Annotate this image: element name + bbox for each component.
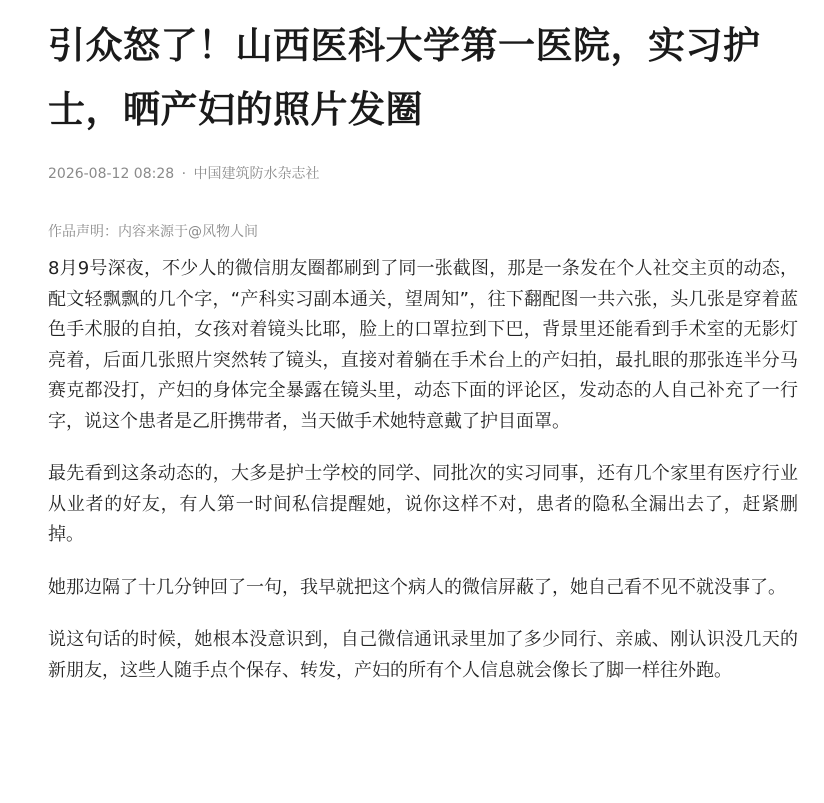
- body-paragraph: 8月9号深夜，不少人的微信朋友圈都刷到了同一张截图，那是一条发在个人社交主页的动态，配文轻飘飘的几个字，“产科实习副本通关，望周知”，往下翻配图一共六张，头几张是穿着蓝色手术服的自拍，女孩对着镜头比耶，脸上的口罩拉到下巴，背景里还能看到手术室的无影灯亮着，后面几张照片突然转了镜头，直接对着躺在手术台上的产妇拍，最扎眼的那张连半分马赛克都没打，产妇的身体完全暴露在镜头里，动态下面的评论区，发动态的人自己补充了一行字，说这个患者是乙肝携带者，当天做手术她特意戴了护目面罩。: [48, 258, 798, 432]
- work-statement: [48, 222, 798, 242]
- body-paragraph: 她那边隔了十几分钟回了一句，我早就把这个病人的微信屏蔽了，她自己看不见不就没事了。: [48, 576, 786, 598]
- article-meta: [48, 164, 798, 184]
- publisher-name[interactable]: 中国建筑防水杂志社: [193, 166, 320, 182]
- body-paragraph: 说这句话的时候，她根本没意识到，自己微信通讯录里加了多少同行、亲戚、刚认识没几天的新朋友，这些人随手点个保存、转发，产妇的所有个人信息就会像长了脚一样往外跑。: [48, 629, 798, 681]
- body-paragraph: 最先看到这条动态的，大多是护士学校的同学、同批次的实习同事，还有几个家里有医疗行业从业者的好友，有人第一时间私信提醒她，说你这样不对，患者的隐私全漏出去了，赶紧删掉。: [48, 463, 798, 545]
- statement-label: 作品声明：内容来源于: [48, 224, 188, 240]
- meta-separator: ·: [181, 166, 187, 182]
- publish-datetime: 2026-08-12 08:28: [48, 166, 175, 182]
- article-body: [48, 254, 798, 686]
- statement-source-link[interactable]: @风物人间: [188, 224, 258, 240]
- article-title: 引众怒了！山西医科大学第一医院，实习护士，晒产妇的照片发圈: [48, 24, 761, 131]
